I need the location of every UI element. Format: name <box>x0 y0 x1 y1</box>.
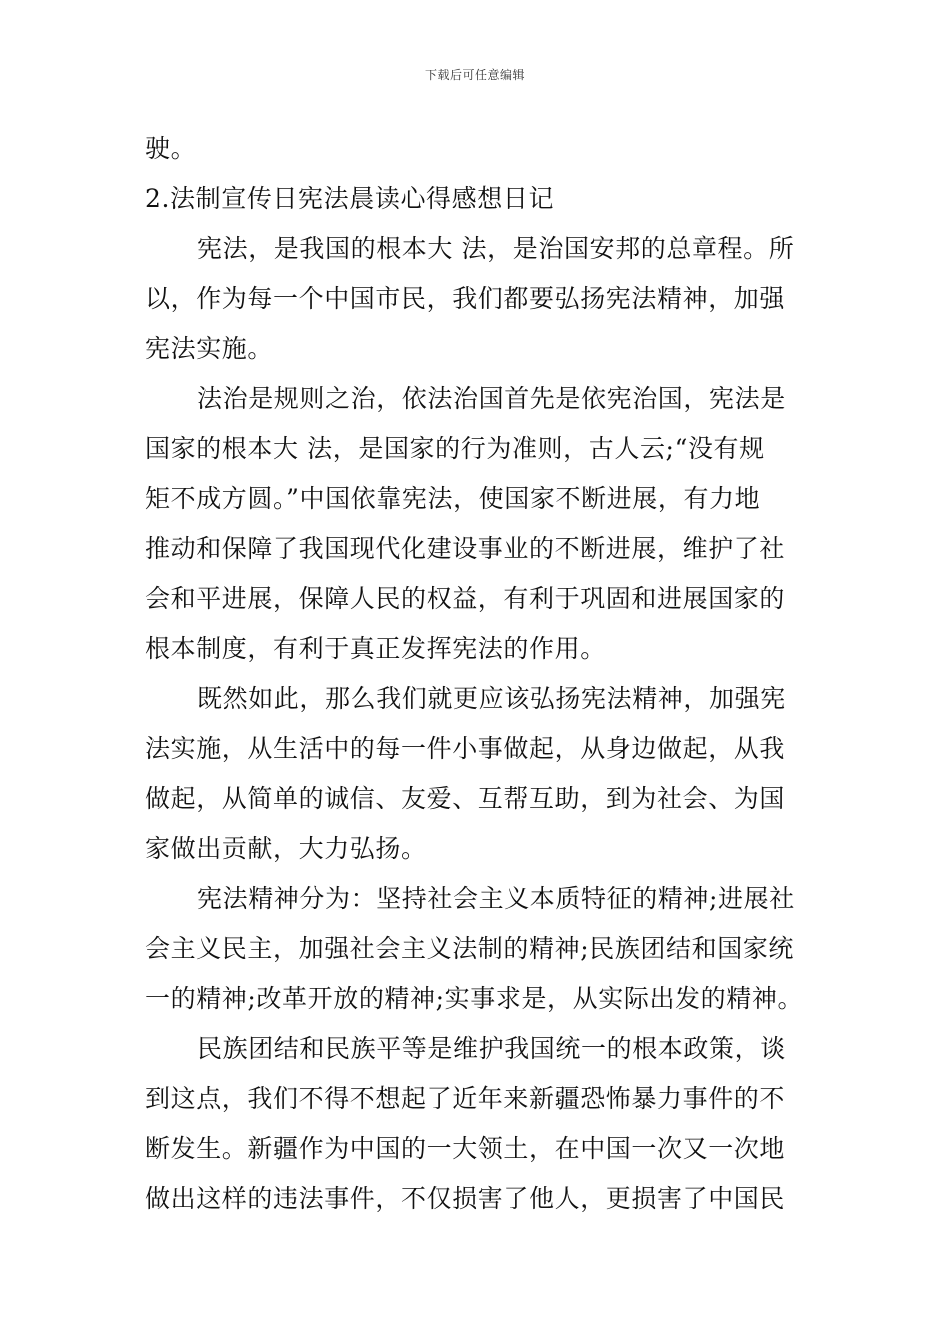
paragraph-start-line: 法治是规则之治，依法治国首先是依宪治国，宪法是 <box>197 384 786 413</box>
text-line: 以，作为每一个中国市民，我们都要弘扬宪法精神，加强 <box>145 284 786 313</box>
text-line: 一的精神;改革开放的精神;实事求是，从实际出发的精神。 <box>145 984 804 1013</box>
paragraph-start-line: 宪法精神分为：坚持社会主义本质特征的精神;进展社 <box>197 884 795 913</box>
text-line: 到这点，我们不得不想起了近年来新疆恐怖暴力事件的不 <box>145 1084 786 1113</box>
text-line: 会和平进展，保障人民的权益，有利于巩固和进展国家的 <box>145 584 786 613</box>
text-line: 做出这样的违法事件，不仅损害了他人，更损害了中国民 <box>145 1184 786 1213</box>
paragraph-start-line: 既然如此，那么我们就更应该弘扬宪法精神，加强宪 <box>197 684 786 713</box>
text-line: 会主义民主，加强社会主义法制的精神;民族团结和国家统 <box>145 934 795 963</box>
document-body <box>145 124 810 1224</box>
text-line: 推动和保障了我国现代化建设事业的不断进展，维护了社 <box>145 534 786 563</box>
header-note: 下载后可任意编辑 <box>424 68 525 82</box>
text-line: 法实施，从生活中的每一件小事做起，从身边做起，从我 <box>145 734 786 763</box>
paragraph-start-line: 宪法，是我国的根本大 法，是治国安邦的总章程。所 <box>197 234 795 263</box>
text-line: 宪法实施。 <box>145 334 274 363</box>
text-line: 断发生。新疆作为中国的一大领土，在中国一次又一次地 <box>145 1134 786 1163</box>
text-line: 家做出贡献，大力弘扬。 <box>145 834 427 863</box>
text-line: 做起，从简单的诚信、友爱、互帮互助，到为社会、为国 <box>145 784 786 813</box>
text-line: 国家的根本大 法，是国家的行为准则，古人云;“没有规 <box>145 434 765 463</box>
text-line: 驶。 <box>145 134 197 163</box>
text-line: 根本制度，有利于真正发挥宪法的作用。 <box>145 634 606 663</box>
text-line: 矩不成方圆。”中国依靠宪法，使国家不断进展，有力地 <box>145 484 761 513</box>
section-heading: 2.法制宣传日宪法晨读心得感想日记 <box>145 184 555 213</box>
paragraph-start-line: 民族团结和民族平等是维护我国统一的根本政策，谈 <box>197 1034 786 1063</box>
